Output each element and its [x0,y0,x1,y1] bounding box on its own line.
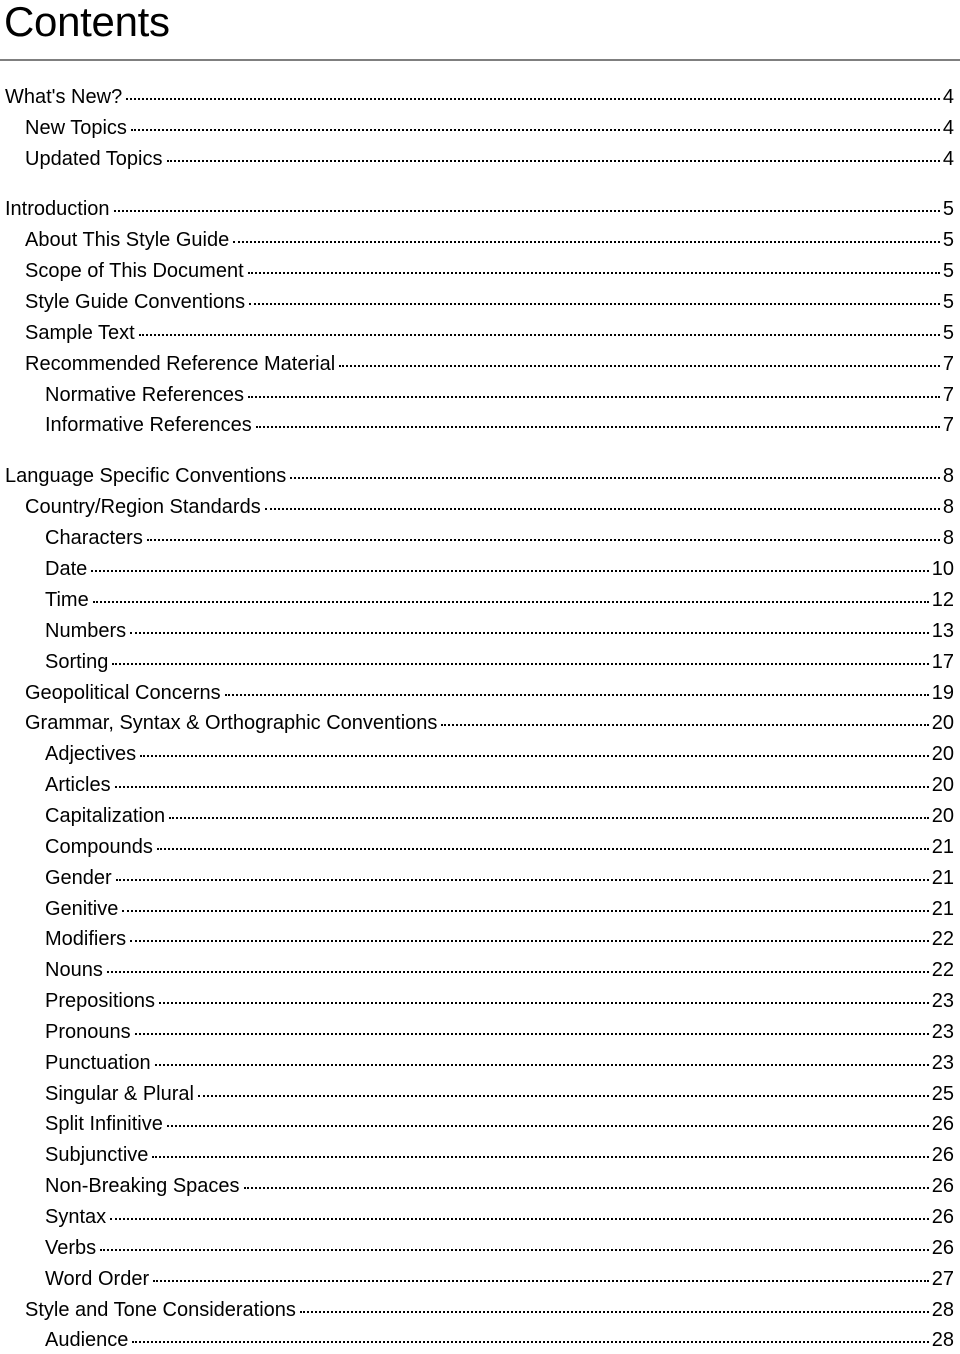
toc-dot-leader [140,755,929,757]
toc-entry[interactable] [0,1049,954,1077]
toc-entry-page-number: 23 [931,990,954,1012]
toc-entry-page-number: 22 [931,928,954,950]
toc-dot-leader [256,426,940,428]
toc-entry-label: Scope of This Document [25,260,244,282]
toc-entry-page-number: 20 [931,774,954,796]
toc-entry[interactable] [0,987,954,1015]
toc-entry[interactable] [0,802,954,830]
toc-entry[interactable] [0,555,954,583]
toc-entry-label: Subjunctive [45,1144,149,1166]
toc-dot-leader [244,1187,929,1189]
toc-entry-label: Informative References [45,414,252,436]
toc-entry-page-number: 27 [931,1268,954,1290]
toc-entry[interactable] [0,679,954,707]
toc-dot-leader [122,910,928,912]
toc-entry-page-number: 28 [931,1329,954,1351]
toc-dot-leader [152,1156,928,1158]
toc-entry-label: Geopolitical Concerns [25,682,221,704]
toc-entry[interactable] [0,411,954,439]
toc-entry-page-number: 28 [931,1299,954,1321]
toc-entry[interactable] [0,1141,954,1169]
toc-entry[interactable] [0,493,954,521]
toc-entry[interactable] [0,1172,954,1200]
toc-entry-label: Normative References [45,384,244,406]
toc-entry-page-number: 8 [942,496,954,518]
toc-dot-leader [126,98,940,100]
toc-dot-leader [147,539,940,541]
toc-entry-label: Singular & Plural [45,1083,194,1105]
toc-entry-label: Capitalization [45,805,166,827]
toc-dot-leader [300,1311,929,1313]
toc-dot-leader [112,663,928,665]
toc-dot-leader [116,879,929,881]
toc-entry-label: Verbs [45,1237,97,1259]
toc-entry-label: What's New? [5,86,123,108]
toc-entry[interactable] [0,1203,954,1231]
toc-entry-label: Gender [45,867,112,889]
toc-entry-page-number: 7 [942,414,954,436]
toc-entry[interactable] [0,145,954,173]
toc-entry-page-number: 20 [931,805,954,827]
toc-entry[interactable] [0,288,954,316]
toc-dot-leader [100,1249,929,1251]
toc-entry-label: Adjectives [45,743,137,765]
toc-entry-label: Punctuation [45,1052,151,1074]
toc-entry-label: Style and Tone Considerations [25,1299,296,1321]
toc-entry-page-number: 20 [931,712,954,734]
toc-entry[interactable] [0,350,954,378]
toc-entry-label: Audience [45,1329,129,1351]
toc-dot-leader [169,817,929,819]
toc-dot-leader [249,303,940,305]
toc-entry-page-number: 5 [942,322,954,344]
toc-dot-leader [167,1125,929,1127]
toc-dot-leader [441,724,928,726]
toc-entry-page-number: 22 [931,959,954,981]
toc-dot-leader [167,160,940,162]
toc-dot-leader [110,1218,929,1220]
toc-entry-label: Introduction [5,198,110,220]
toc-entry-label: Language Specific Conventions [5,465,287,487]
toc-entry[interactable] [0,617,954,645]
toc-dot-leader [248,272,940,274]
toc-entry-page-number: 7 [942,353,954,375]
toc-entry-page-number: 23 [931,1021,954,1043]
toc-entry[interactable] [0,648,954,676]
toc-entry-page-number: 10 [931,558,954,580]
toc-entry-page-number: 12 [931,589,954,611]
toc-entry-label: Genitive [45,898,119,920]
toc-dot-leader [265,508,940,510]
toc-entry-page-number: 21 [931,836,954,858]
toc-entry-page-number: 26 [931,1144,954,1166]
toc-entry[interactable] [0,381,954,409]
toc-entry-page-number: 26 [931,1175,954,1197]
toc-entry-page-number: 8 [942,527,954,549]
toc-entry-page-number: 21 [931,898,954,920]
toc-entry[interactable] [0,956,954,984]
toc-entry[interactable] [0,83,954,111]
toc-entry-page-number: 19 [931,682,954,704]
toc-entry-label: Articles [45,774,111,796]
toc-entry-label: Characters [45,527,143,549]
toc-dot-leader [290,477,940,479]
toc-entry[interactable] [0,257,954,285]
toc-entry-label: Numbers [45,620,127,642]
toc-entry-page-number: 17 [931,651,954,673]
toc-dot-leader [93,601,929,603]
toc-entry-label: Date [45,558,88,580]
toc-entry-page-number: 8 [942,465,954,487]
toc-dot-leader [153,1280,929,1282]
toc-entry-page-number: 7 [942,384,954,406]
toc-dot-leader [135,1033,929,1035]
toc-entry[interactable] [0,771,954,799]
toc-entry-label: Time [45,589,89,611]
toc-entry-page-number: 4 [942,86,954,108]
toc-entry-label: Modifiers [45,928,127,950]
toc-dot-leader [115,786,929,788]
toc-entry-label: Prepositions [45,990,156,1012]
toc-entry-label: Syntax [45,1206,107,1228]
toc-entry-page-number: 13 [931,620,954,642]
toc-dot-leader [198,1095,929,1097]
toc-entry[interactable] [0,925,954,953]
toc-entry-label: Word Order [45,1268,150,1290]
toc-entry-page-number: 26 [931,1237,954,1259]
toc-entry[interactable] [0,895,954,923]
toc-entry-label: Country/Region Standards [25,496,261,518]
toc-entry-page-number: 21 [931,867,954,889]
toc-entry-page-number: 4 [942,117,954,139]
toc-entry[interactable] [0,740,954,768]
toc-entry[interactable] [0,524,954,552]
toc-entry[interactable] [0,864,954,892]
toc-entry-page-number: 4 [942,148,954,170]
toc-entry-label: Compounds [45,836,153,858]
toc-dot-leader [155,1064,929,1066]
page-title: Contents [4,0,170,45]
toc-entry[interactable] [0,709,954,737]
toc-entry-label: About This Style Guide [25,229,230,251]
toc-dot-leader [225,694,929,696]
toc-entry-label: Pronouns [45,1021,131,1043]
toc-entry[interactable] [0,833,954,861]
toc-entry-label: Sample Text [25,322,135,344]
toc-entry-label: Updated Topics [25,148,163,170]
toc-entry-page-number: 5 [942,260,954,282]
toc-dot-leader [339,365,940,367]
toc-entry[interactable] [0,319,954,347]
toc-entry[interactable] [0,586,954,614]
toc-dot-leader [107,971,929,973]
toc-entry-label: Recommended Reference Material [25,353,336,375]
toc-dot-leader [131,129,940,131]
toc-entry[interactable] [0,1326,954,1354]
toc-dot-leader [114,210,940,212]
toc-dot-leader [139,334,940,336]
toc-entry[interactable] [0,1234,954,1262]
toc-entry-page-number: 5 [942,229,954,251]
toc-dot-leader [132,1341,928,1343]
toc-entry-label: Style Guide Conventions [25,291,246,313]
toc-entry[interactable] [0,114,954,142]
toc-dot-leader [248,396,940,398]
toc-entry-page-number: 26 [931,1206,954,1228]
toc-dot-leader [159,1002,929,1004]
toc-entry-page-number: 26 [931,1113,954,1135]
toc-entry-page-number: 5 [942,291,954,313]
toc-entry-page-number: 20 [931,743,954,765]
toc-entry[interactable] [0,226,954,254]
toc-entry[interactable] [0,195,954,223]
toc-entry[interactable] [0,1080,954,1108]
toc-dot-leader [91,570,929,572]
toc-entry[interactable] [0,1296,954,1324]
toc-entry-label: Sorting [45,651,109,673]
toc-entry[interactable] [0,1110,954,1138]
toc-entry-page-number: 5 [942,198,954,220]
toc-dot-leader [130,940,929,942]
toc-entry-label: Nouns [45,959,103,981]
toc-entry-page-number: 23 [931,1052,954,1074]
toc-entry-label: Grammar, Syntax & Orthographic Conventions [25,712,438,734]
toc-dot-leader [157,848,929,850]
toc-entry[interactable] [0,1265,954,1293]
toc-dot-leader [233,241,940,243]
toc-entry-label: Split Infinitive [45,1113,163,1135]
toc-dot-leader [130,632,929,634]
toc-entry-page-number: 25 [931,1083,954,1105]
toc-entry[interactable] [0,1018,954,1046]
toc-entry-label: Non-Breaking Spaces [45,1175,240,1197]
toc-entry-label: New Topics [25,117,127,139]
toc-entry[interactable] [0,462,954,490]
